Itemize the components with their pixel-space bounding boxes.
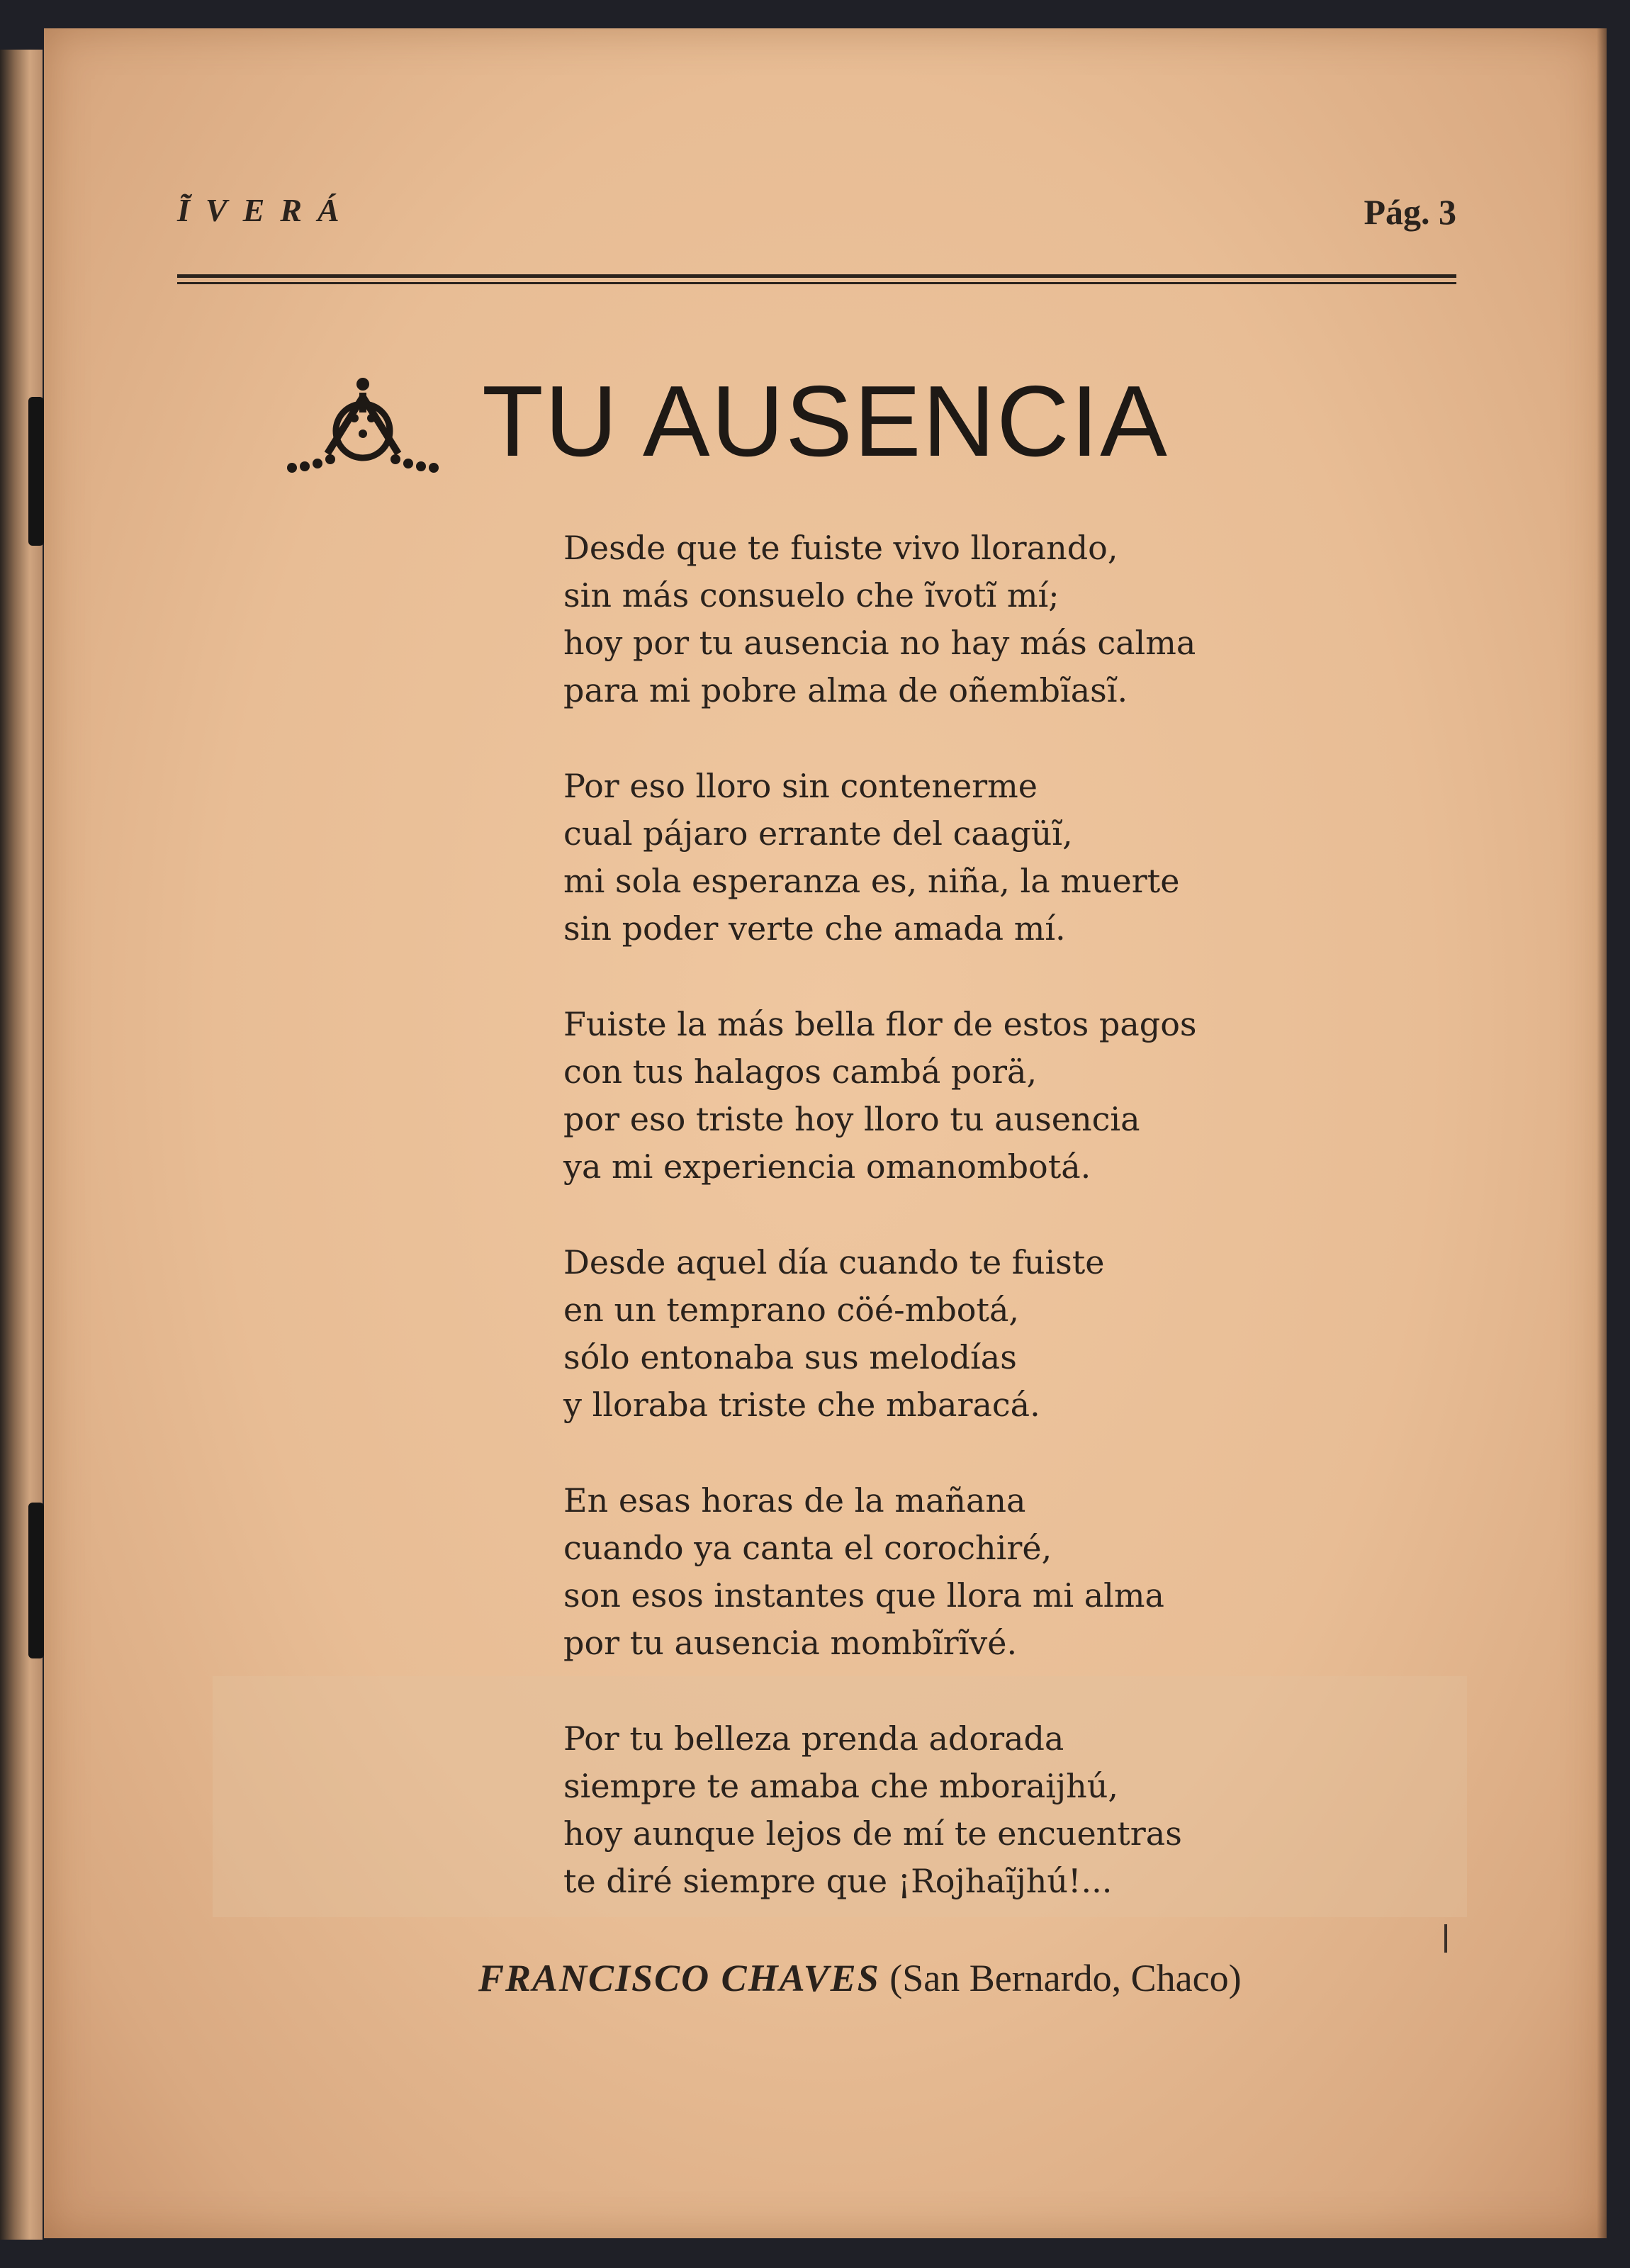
poem-line: cuando ya canta el corochiré, — [563, 1529, 1052, 1567]
poem-line: te diré siempre que ¡Rojhaĩjhú!... — [563, 1862, 1113, 1900]
page-edge-shadow — [1597, 28, 1607, 2238]
running-title: ĨVERÁ — [177, 192, 355, 228]
poem-line: por tu ausencia mombĩrĩvé. — [563, 1624, 1018, 1662]
poem — [563, 524, 1378, 1953]
poem-line: sólo entonaba sus melodías — [563, 1338, 1017, 1376]
binding-mark-bottom — [28, 1503, 44, 1658]
poem-line: Desde que te fuiste vivo llorando, — [563, 529, 1118, 567]
stanza-4 — [563, 1239, 1378, 1429]
header-rule-thick — [177, 274, 1456, 278]
emblem-ornament-icon — [283, 376, 446, 482]
poem-line: hoy por tu ausencia no hay más calma — [563, 624, 1196, 662]
page-header — [177, 191, 1456, 255]
poem-line: para mi pobre alma de oñembĩasĩ. — [563, 671, 1128, 709]
page-number: Pág. 3 — [1364, 192, 1456, 232]
poem-line: con tus halagos cambá porä, — [563, 1052, 1038, 1091]
poem-line: por eso triste hoy lloro tu ausencia — [563, 1100, 1140, 1138]
poem-line: son esos instantes que llora mi alma — [563, 1576, 1164, 1615]
poem-title: TU AUSENCIA — [482, 365, 1169, 478]
poem-line: sin más consuelo che ĩvotĩ mí; — [563, 576, 1060, 614]
stanza-6 — [563, 1715, 1378, 1905]
author-name: FRANCISCO CHAVES — [478, 1957, 880, 1999]
stanza-3 — [563, 1001, 1378, 1191]
poem-line: ya mi experiencia omanombotá. — [563, 1147, 1091, 1186]
poem-line: Desde aquel día cuando te fuiste — [563, 1243, 1105, 1281]
poem-line: cual pájaro errante del caagüĩ, — [563, 814, 1073, 853]
poem-line: mi sola esperanza es, niña, la muerte — [563, 862, 1180, 900]
poem-line: Por tu belleza prenda adorada — [563, 1719, 1064, 1758]
author-place: (San Bernardo, Chaco) — [889, 1957, 1242, 1999]
poem-line: y lloraba triste che mbaracá. — [563, 1386, 1040, 1424]
author-credit — [478, 1956, 1242, 2000]
poem-line: hoy aunque lejos de mí te encuentras — [563, 1814, 1182, 1853]
poem-line: En esas horas de la mañana — [563, 1481, 1026, 1520]
poem-line: Por eso lloro sin contenerme — [563, 767, 1038, 805]
header-rule-thin — [177, 282, 1456, 284]
stanza-5 — [563, 1477, 1378, 1667]
poem-line: en un temprano cöé-mbotá, — [563, 1291, 1019, 1329]
poem-line: sin poder verte che amada mí. — [563, 909, 1066, 948]
binding-mark-top — [28, 397, 44, 546]
facing-page-edge — [0, 50, 43, 2240]
print-mark — [1444, 1924, 1447, 1953]
title-row — [283, 361, 1276, 482]
poem-line: Fuiste la más bella flor de estos pagos — [563, 1005, 1197, 1043]
stanza-2 — [563, 763, 1378, 953]
stanza-1 — [563, 524, 1378, 714]
poem-line: siempre te amaba che mboraijhú, — [563, 1767, 1118, 1805]
